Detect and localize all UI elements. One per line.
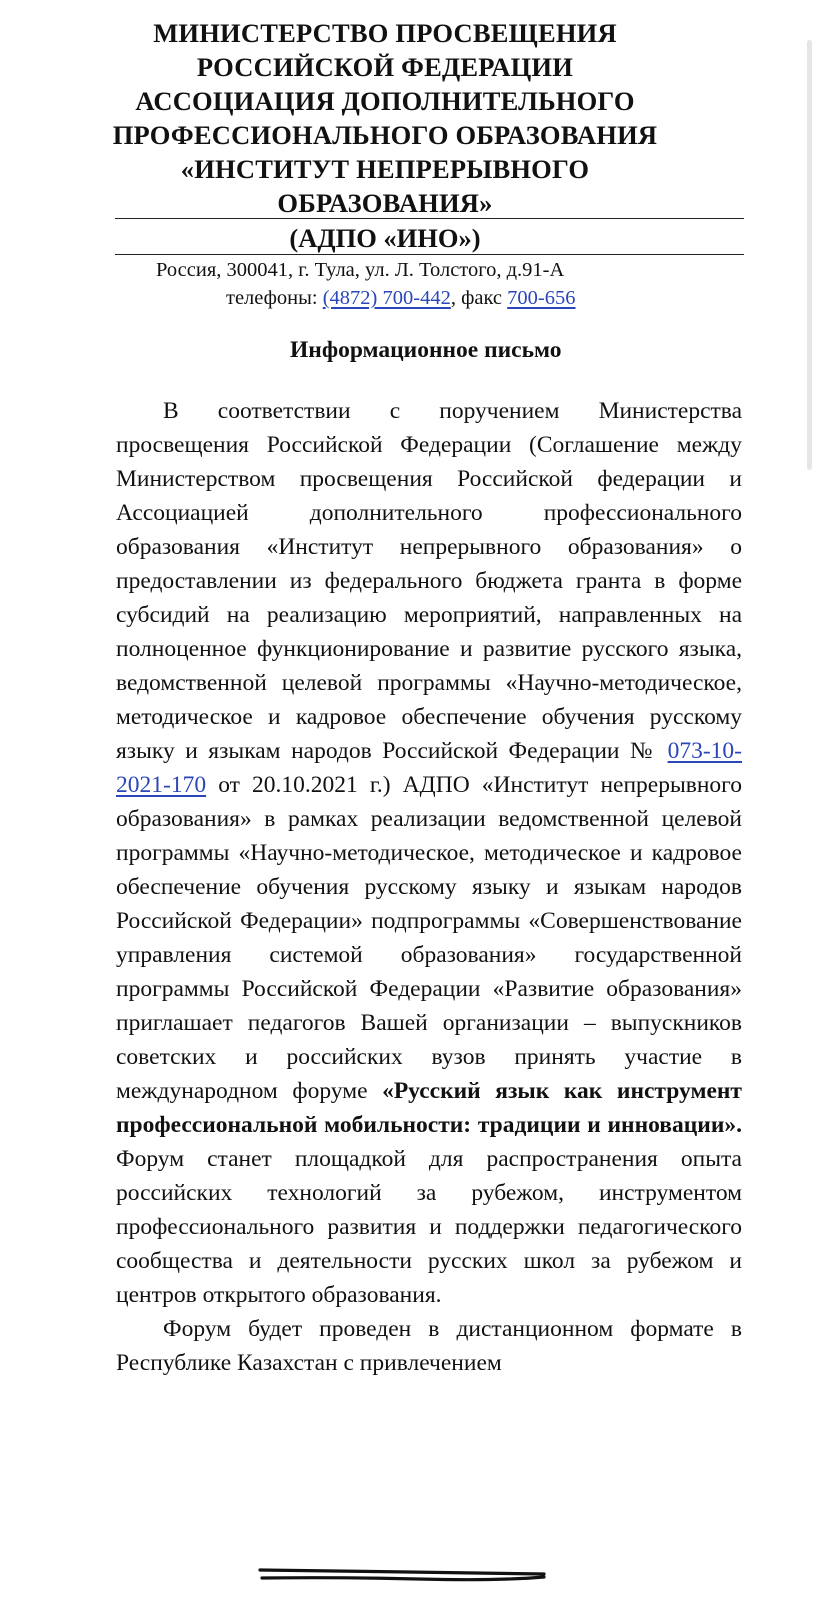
header-line-3: АССОЦИАЦИЯ ДОПОЛНИТЕЛЬНОГО [135, 86, 635, 116]
scrollbar[interactable] [807, 40, 812, 470]
pen-scribble-mark [258, 1568, 548, 1582]
phones-label: телефоны: [226, 287, 323, 309]
header-line-6: ОБРАЗОВАНИЯ» [277, 188, 493, 218]
paragraph-1-part-1: В соответствии с поручением Министерства просвещения Российской Федерации (Соглашение между Министерством просвещения Российской федерации и Ассоциацией дополнительного профессионального образования «Институт непрерывного образования» о предоставлении из федерального бюджета гранта в форме субсидий на реализацию мероприятий, направленных на полноценное функционирование и развитие русского языка, ведомственной целевой программы «Научно-методическое, методическое и кадровое обеспечение обучения русскому языку и языкам народов Российской Федерации № [116, 398, 742, 764]
header-line-1: МИНИСТЕРСТВО ПРОСВЕЩЕНИЯ [153, 18, 617, 48]
header-line-2: РОССИЙСКОЙ ФЕДЕРАЦИИ [196, 52, 574, 82]
letter-body [116, 394, 742, 1380]
organization-abbreviation: (АДПО «ИНО») [289, 223, 481, 253]
postal-address: Россия, 300041, г. Тула, ул. Л. Толстого, д.91-А [156, 259, 565, 281]
agreement-number-link[interactable]: 073-10-2021-170 [116, 738, 742, 798]
header-line-4: ПРОФЕССИОНАЛЬНОГО ОБРАЗОВАНИЯ [112, 120, 658, 150]
fax-label: , факс [450, 287, 508, 309]
header-divider-top [115, 218, 744, 219]
phone-link[interactable]: (4872) 700-442 [322, 287, 451, 309]
contact-phones [226, 284, 575, 312]
fax-link[interactable]: 700-656 [507, 287, 576, 309]
header-line-5: «ИНСТИТУТ НЕПРЕРЫВНОГО [180, 154, 590, 184]
header-divider-bottom [115, 254, 744, 255]
organization-header [100, 16, 670, 220]
paragraph-2: Форум будет проведен в дистанционном формате в Республике Казахстан с привлечением [116, 1316, 742, 1376]
paragraph-1 [116, 394, 742, 1312]
letter-title: Информационное письмо [290, 337, 562, 363]
forum-name: «Русский язык как инструмент профессиональной мобильности: традиции и инновации». [116, 1078, 742, 1138]
paragraph-1-part-2: от 20.10.2021 г.) АДПО «Институт непрерывного образования» в рамках реализации ведомственной целевой программы «Научно-методическое, методическое и кадровое обеспечение обучения русскому языку и языкам народов Российской Федерации» подпрограммы «Совершенствование управления системой образования» государственной программы Российской Федерации «Развитие образования» приглашает педагогов Вашей организации – выпускников советских и российских вузов принять участие в международном форуме [116, 772, 742, 1104]
paragraph-1-part-3: Форум станет площадкой для распространения опыта российских технологий за рубежом, инструментом профессионального развития и поддержки педагогического сообщества и деятельности русских школ за рубежом и центров открытого образования. [116, 1146, 742, 1308]
